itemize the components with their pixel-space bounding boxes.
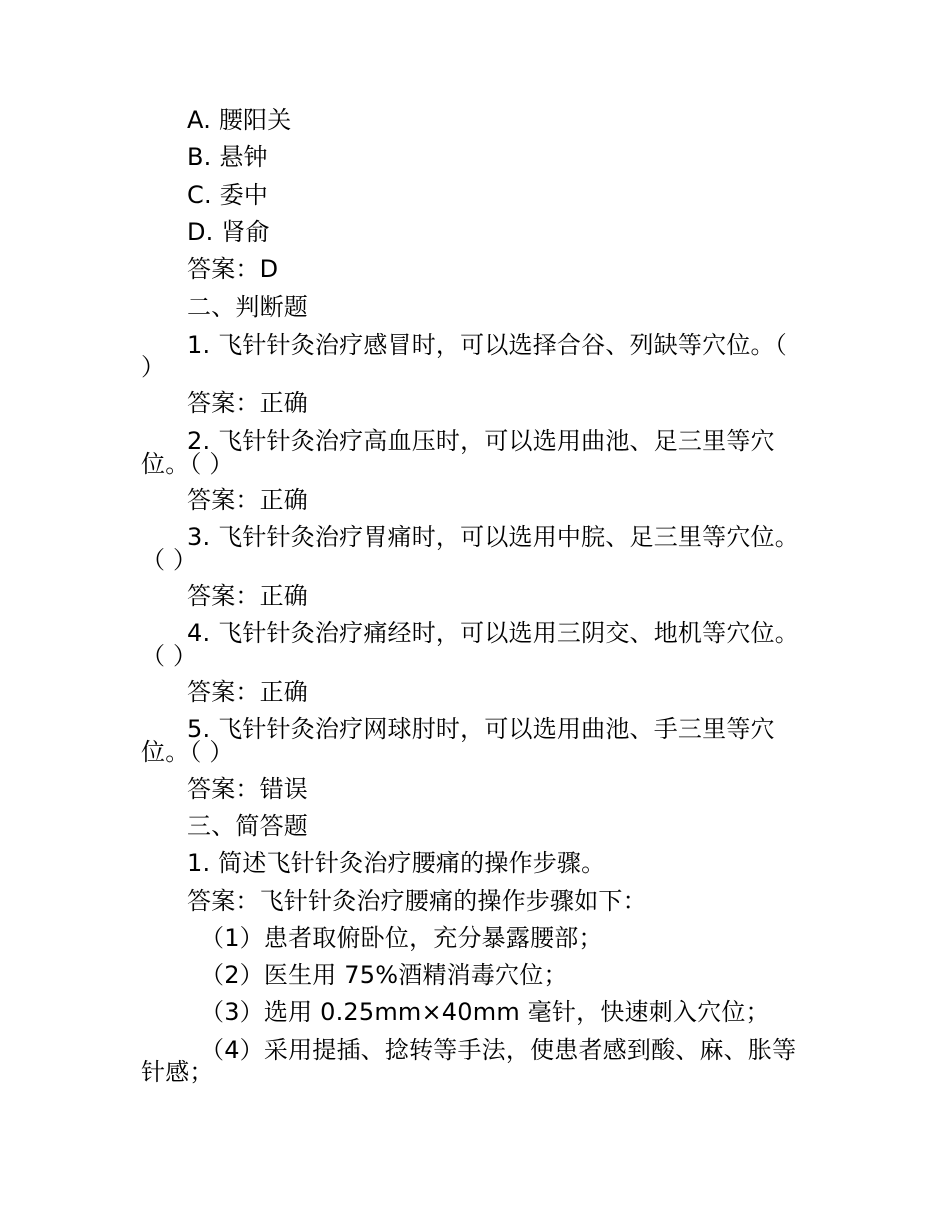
answer-line: 答案：错误: [187, 775, 308, 803]
question-text-continued: ）: [141, 353, 166, 381]
question-text: 3. 飞针针灸治疗胃痛时，可以选用中脘、足三里等穴位。: [187, 523, 799, 551]
answer-line: 答案：正确: [187, 389, 308, 417]
question-text: 5. 飞针针灸治疗网球肘时，可以选用曲池、手三里等穴: [187, 715, 775, 743]
answer-line: 答案：D: [187, 255, 279, 283]
step-item: （1）患者取俯卧位，充分暴露腰部；: [200, 924, 603, 952]
step-item-continued: 针感；: [141, 1058, 214, 1086]
step-item: （3）选用 0.25mm×40mm 毫针，快速刺入穴位；: [200, 998, 770, 1026]
step-item: （2）医生用 75%酒精消毒穴位；: [200, 961, 568, 989]
answer-line: 答案：正确: [187, 582, 308, 610]
question-text-continued: （ ）: [141, 642, 198, 670]
section-heading: 三、简答题: [187, 812, 308, 840]
question-text: 1. 飞针针灸治疗感冒时，可以选择合谷、列缺等穴位。（: [187, 331, 787, 359]
question-text: 1. 简述飞针针灸治疗腰痛的操作步骤。: [187, 849, 606, 877]
answer-line: 答案：飞针针灸治疗腰痛的操作步骤如下：: [187, 887, 647, 915]
option-c: C. 委中: [187, 181, 269, 209]
answer-line: 答案：正确: [187, 678, 308, 706]
section-heading: 二、判断题: [187, 293, 308, 321]
option-d: D. 肾俞: [187, 218, 270, 246]
question-text: 4. 飞针针灸治疗痛经时，可以选用三阴交、地机等穴位。: [187, 619, 799, 647]
option-b: B. 悬钟: [187, 143, 268, 171]
step-item: （4）采用提插、捻转等手法，使患者感到酸、麻、胀等: [200, 1036, 797, 1064]
question-text: 2. 飞针针灸治疗高血压时，可以选用曲池、足三里等穴: [187, 427, 775, 455]
option-a: A. 腰阳关: [187, 106, 292, 134]
answer-line: 答案：正确: [187, 486, 308, 514]
question-text-continued: 位。（ ）: [141, 450, 234, 478]
question-text-continued: 位。（ ）: [141, 738, 234, 766]
question-text-continued: （ ）: [141, 546, 198, 574]
